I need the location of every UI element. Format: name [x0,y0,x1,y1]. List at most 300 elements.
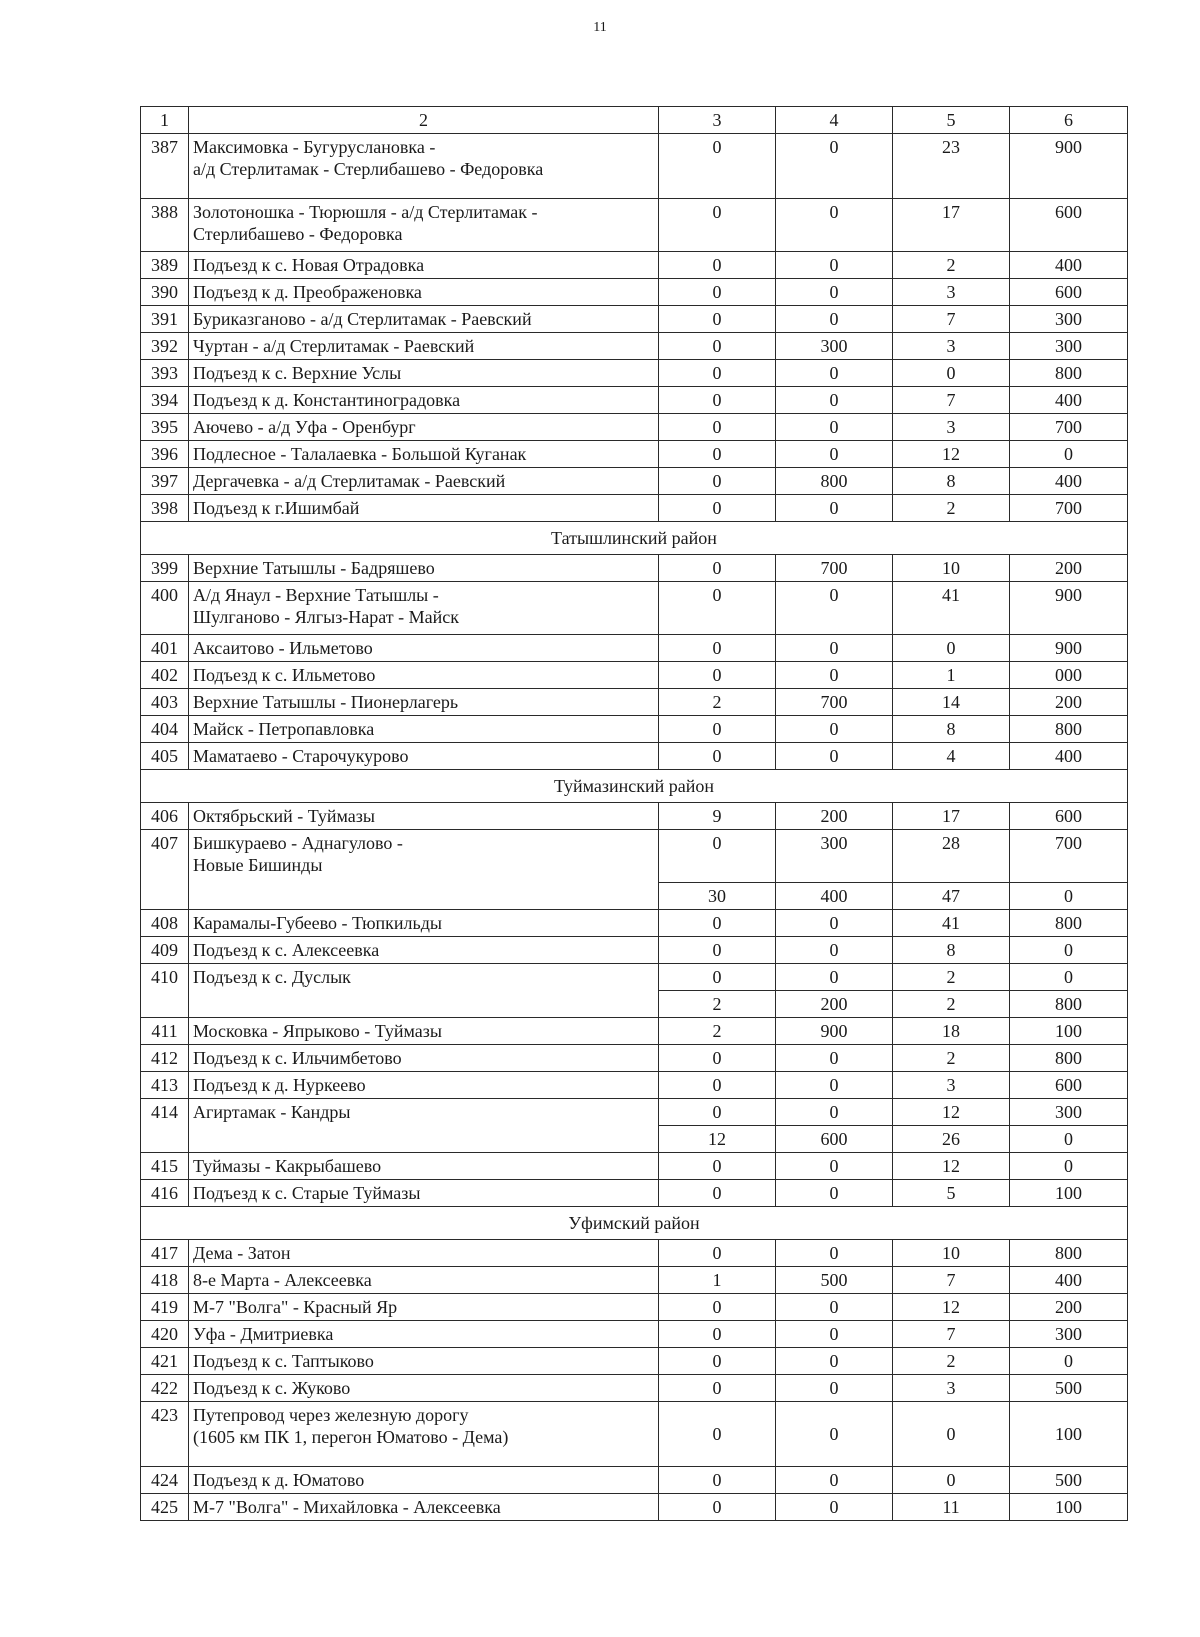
road-name-line: Стерлибашево - Федоровка [193,224,403,244]
table-row [141,830,1128,883]
value-cell: 2 [659,991,776,1018]
row-number: 416 [141,1180,189,1207]
table-row [141,1402,1128,1467]
road-name-line: М-7 "Волга" - Михайловка - Алексеевка [193,1497,501,1517]
road-name [189,635,659,662]
value-cell: 0 [1010,441,1128,468]
road-name-line: Максимовка - Бугуруслановка - [193,137,436,157]
value-cell: 0 [659,1348,776,1375]
table-row [141,582,1128,635]
value-cell: 12 [893,441,1010,468]
value-cell: 0 [659,414,776,441]
value-cell: 0 [776,134,893,199]
value-cell: 17 [893,199,1010,252]
roads-table-body [141,107,1128,1521]
value-cell: 0 [776,964,893,991]
value-cell: 2 [893,1348,1010,1375]
road-name [189,1180,659,1207]
value-cell: 500 [1010,1375,1128,1402]
road-name-line: Подъезд к с. Таптыково [193,1351,374,1371]
value-cell: 200 [1010,689,1128,716]
value-cell: 0 [659,910,776,937]
value-cell: 0 [1010,964,1128,991]
road-name [189,937,659,964]
value-cell: 800 [1010,910,1128,937]
value-cell: 0 [776,635,893,662]
road-name-line: Аксаитово - Ильметово [193,638,373,658]
road-name-line: Подъезд к г.Ишимбай [193,498,360,518]
value-cell: 0 [659,1467,776,1494]
value-cell: 0 [776,1348,893,1375]
value-cell: 100 [1010,1018,1128,1045]
road-name-line: Новые Бишинды [193,855,323,875]
road-name [189,716,659,743]
value-cell: 0 [1010,1126,1128,1153]
road-name [189,1072,659,1099]
road-name [189,1402,659,1467]
road-name [189,964,659,1018]
row-number: 394 [141,387,189,414]
table-row [141,1180,1128,1207]
row-number: 399 [141,555,189,582]
row-number: 397 [141,468,189,495]
table-row [141,495,1128,522]
value-cell: 800 [1010,1240,1128,1267]
table-row [141,134,1128,199]
table-row [141,964,1128,991]
value-cell: 0 [659,1153,776,1180]
table-row [141,1375,1128,1402]
value-cell: 12 [659,1126,776,1153]
row-number: 406 [141,803,189,830]
value-cell: 700 [1010,414,1128,441]
value-cell: 0 [659,279,776,306]
table-row [141,1494,1128,1521]
value-cell: 600 [1010,1072,1128,1099]
road-name [189,441,659,468]
road-name [189,1494,659,1521]
value-cell: 0 [659,964,776,991]
value-cell: 0 [776,1045,893,1072]
value-cell: 2 [893,495,1010,522]
value-cell: 900 [1010,582,1128,635]
table-row [141,662,1128,689]
value-cell: 800 [776,468,893,495]
table-row [141,635,1128,662]
value-cell: 0 [776,1153,893,1180]
road-name-line: Подъезд к д. Константиноградовка [193,390,461,410]
value-cell: 2 [893,252,1010,279]
table-row [141,1467,1128,1494]
road-name [189,1099,659,1153]
value-cell: 12 [893,1153,1010,1180]
value-cell: 400 [1010,743,1128,770]
value-cell: 3 [893,1375,1010,1402]
value-cell: 0 [659,743,776,770]
value-cell: 0 [659,1402,776,1467]
value-cell: 800 [1010,991,1128,1018]
road-name [189,1375,659,1402]
road-name-line: Подъезд к с. Верхние Услы [193,363,402,383]
value-cell: 0 [659,1240,776,1267]
value-cell: 41 [893,910,1010,937]
value-cell: 500 [1010,1467,1128,1494]
value-cell: 41 [893,582,1010,635]
table-row [141,306,1128,333]
road-name [189,387,659,414]
row-number: 410 [141,964,189,1018]
value-cell: 0 [776,1240,893,1267]
table-row [141,803,1128,830]
value-cell: 600 [1010,279,1128,306]
road-name-line: Майск - Петропавловка [193,719,375,739]
value-cell: 0 [659,199,776,252]
road-name [189,1467,659,1494]
road-name [189,1018,659,1045]
road-name [189,1348,659,1375]
district-section-row [141,770,1128,803]
district-title: Туймазинский район [141,770,1128,803]
road-name-line: Подъезд к д. Преображеновка [193,282,422,302]
value-cell: 11 [893,1494,1010,1521]
value-cell: 0 [659,1494,776,1521]
road-name-line: Подъезд к с. Жуково [193,1378,351,1398]
value-cell: 4 [893,743,1010,770]
road-name-line: Подлесное - Талалаевка - Большой Куганак [193,444,527,464]
value-cell: 100 [1010,1494,1128,1521]
value-cell: 0 [776,279,893,306]
header-cell: 1 [141,107,189,134]
value-cell: 0 [659,1375,776,1402]
value-cell: 900 [1010,134,1128,199]
table-row [141,414,1128,441]
value-cell: 0 [659,468,776,495]
value-cell: 0 [893,360,1010,387]
table-row [141,333,1128,360]
value-cell: 0 [659,635,776,662]
road-name [189,910,659,937]
value-cell: 0 [659,333,776,360]
row-number: 395 [141,414,189,441]
row-number: 415 [141,1153,189,1180]
table-row [141,716,1128,743]
road-name [189,689,659,716]
value-cell: 0 [659,1099,776,1126]
row-number: 400 [141,582,189,635]
road-name [189,1321,659,1348]
road-name-line: (1605 км ПК 1, перегон Юматово - Дема) [193,1427,509,1447]
value-cell: 0 [659,937,776,964]
value-cell: 900 [776,1018,893,1045]
value-cell: 900 [1010,635,1128,662]
value-cell: 200 [776,991,893,1018]
road-name [189,468,659,495]
road-name [189,306,659,333]
value-cell: 300 [1010,1099,1128,1126]
table-row [141,1072,1128,1099]
value-cell: 7 [893,1267,1010,1294]
value-cell: 0 [1010,937,1128,964]
value-cell: 10 [893,555,1010,582]
road-name-line: Подъезд к с. Дуслык [193,967,351,987]
road-name [189,1240,659,1267]
road-name-line: Карамалы-Губеево - Тюпкильды [193,913,442,933]
table-row [141,1348,1128,1375]
header-cell: 3 [659,107,776,134]
row-number: 389 [141,252,189,279]
road-name-line: Буриказганово - а/д Стерлитамак - Раевский [193,309,532,329]
road-name-line: Уфа - Дмитриевка [193,1324,334,1344]
value-cell: 0 [659,582,776,635]
value-cell: 2 [893,991,1010,1018]
road-name-line: Подъезд к с. Старые Туймазы [193,1183,421,1203]
row-number: 390 [141,279,189,306]
value-cell: 300 [776,333,893,360]
value-cell: 0 [776,1072,893,1099]
road-name [189,1267,659,1294]
value-cell: 3 [893,279,1010,306]
row-number: 422 [141,1375,189,1402]
table-row [141,910,1128,937]
road-name-line: М-7 "Волга" - Красный Яр [193,1297,398,1317]
table-row [141,360,1128,387]
row-number: 403 [141,689,189,716]
table-row [141,387,1128,414]
row-number: 420 [141,1321,189,1348]
table-row [141,1267,1128,1294]
page-number: 11 [593,20,607,35]
value-cell: 18 [893,1018,1010,1045]
value-cell: 1 [659,1267,776,1294]
road-name [189,1045,659,1072]
road-name-line: Подъезд к д. Юматово [193,1470,365,1490]
value-cell: 400 [1010,387,1128,414]
table-row [141,1045,1128,1072]
value-cell: 47 [893,883,1010,910]
road-name-line: Московка - Япрыково - Туймазы [193,1021,442,1041]
road-name [189,1294,659,1321]
row-number: 388 [141,199,189,252]
value-cell: 0 [776,387,893,414]
value-cell: 0 [776,306,893,333]
value-cell: 0 [776,495,893,522]
road-name-line: Золотоношка - Тюрюшля - а/д Стерлитамак - [193,202,538,222]
value-cell: 0 [659,441,776,468]
value-cell: 700 [1010,830,1128,883]
roads-table [140,106,1128,1521]
road-name [189,333,659,360]
value-cell: 0 [659,134,776,199]
value-cell: 23 [893,134,1010,199]
row-number: 414 [141,1099,189,1153]
value-cell: 8 [893,468,1010,495]
table-row [141,468,1128,495]
value-cell: 0 [776,360,893,387]
row-number: 391 [141,306,189,333]
road-name-line: Туймазы - Какрыбашево [193,1156,382,1176]
road-name-line: Аючево - а/д Уфа - Оренбург [193,417,416,437]
road-name [189,360,659,387]
value-cell: 12 [893,1099,1010,1126]
value-cell: 0 [659,1180,776,1207]
value-cell: 0 [659,1294,776,1321]
value-cell: 0 [659,716,776,743]
table-row [141,555,1128,582]
road-name-line: Путепровод через железную дорогу [193,1405,469,1425]
value-cell: 0 [776,716,893,743]
value-cell: 0 [1010,883,1128,910]
road-name-line: Бишкураево - Аднагулово - [193,833,403,853]
value-cell: 0 [659,555,776,582]
value-cell: 7 [893,1321,1010,1348]
table-row [141,1294,1128,1321]
road-name-line: Верхние Татышлы - Бадряшево [193,558,435,578]
value-cell: 600 [1010,803,1128,830]
value-cell: 2 [659,689,776,716]
road-name [189,803,659,830]
table-row [141,937,1128,964]
value-cell: 0 [659,1072,776,1099]
road-name-line: 8-е Марта - Алексеевка [193,1270,372,1290]
value-cell: 0 [1010,1348,1128,1375]
road-name-line: Подъезд к с. Новая Отрадовка [193,255,425,275]
value-cell: 400 [1010,468,1128,495]
value-cell: 0 [776,662,893,689]
table-row [141,1321,1128,1348]
value-cell: 0 [893,635,1010,662]
table-row [141,1240,1128,1267]
road-name-line: Шулганово - Ялгыз-Нарат - Майск [193,607,460,627]
table-row [141,1153,1128,1180]
road-name-line: Агиртамак - Кандры [193,1102,351,1122]
row-number: 398 [141,495,189,522]
value-cell: 0 [776,1494,893,1521]
value-cell: 000 [1010,662,1128,689]
value-cell: 800 [1010,716,1128,743]
road-name-line: Подъезд к с. Ильметово [193,665,376,685]
district-title: Уфимский район [141,1207,1128,1240]
table-row [141,1099,1128,1126]
road-name [189,134,659,199]
value-cell: 3 [893,333,1010,360]
road-name [189,830,659,910]
value-cell: 300 [1010,1321,1128,1348]
road-name-line: Дема - Затон [193,1243,291,1263]
road-name [189,199,659,252]
value-cell: 0 [893,1402,1010,1467]
value-cell: 700 [776,689,893,716]
row-number: 424 [141,1467,189,1494]
value-cell: 14 [893,689,1010,716]
row-number: 402 [141,662,189,689]
road-name-line: Подъезд к с. Алексеевка [193,940,380,960]
value-cell: 200 [776,803,893,830]
value-cell: 7 [893,306,1010,333]
road-name-line: Октябрьский - Туймазы [193,806,375,826]
row-number: 408 [141,910,189,937]
row-number: 413 [141,1072,189,1099]
value-cell: 200 [1010,555,1128,582]
value-cell: 0 [776,252,893,279]
row-number: 393 [141,360,189,387]
row-number: 417 [141,1240,189,1267]
value-cell: 30 [659,883,776,910]
value-cell: 0 [893,1467,1010,1494]
row-number: 425 [141,1494,189,1521]
value-cell: 28 [893,830,1010,883]
road-name [189,743,659,770]
row-number: 407 [141,830,189,910]
value-cell: 0 [659,830,776,883]
value-cell: 300 [1010,333,1128,360]
row-number: 411 [141,1018,189,1045]
row-number: 387 [141,134,189,199]
district-section-row [141,1207,1128,1240]
road-name-line: Подъезд к д. Нуркеево [193,1075,366,1095]
row-number: 412 [141,1045,189,1072]
value-cell: 0 [776,743,893,770]
value-cell: 400 [1010,252,1128,279]
value-cell: 400 [1010,1267,1128,1294]
district-section-row [141,522,1128,555]
value-cell: 9 [659,803,776,830]
value-cell: 0 [659,360,776,387]
value-cell: 0 [776,414,893,441]
row-number: 421 [141,1348,189,1375]
value-cell: 0 [659,306,776,333]
table-row [141,252,1128,279]
value-cell: 10 [893,1240,1010,1267]
value-cell: 0 [776,582,893,635]
value-cell: 0 [776,1294,893,1321]
value-cell: 700 [1010,495,1128,522]
value-cell: 3 [893,1072,1010,1099]
value-cell: 26 [893,1126,1010,1153]
row-number: 409 [141,937,189,964]
road-name-line: Маматаево - Старочукурово [193,746,409,766]
value-cell: 0 [659,495,776,522]
road-name-line: Верхние Татышлы - Пионерлагерь [193,692,459,712]
value-cell: 2 [893,964,1010,991]
value-cell: 12 [893,1294,1010,1321]
table-row [141,1018,1128,1045]
value-cell: 300 [776,830,893,883]
value-cell: 0 [659,662,776,689]
road-name-line: Дергачевка - а/д Стерлитамак - Раевский [193,471,506,491]
table-row [141,441,1128,468]
value-cell: 8 [893,937,1010,964]
row-number: 423 [141,1402,189,1467]
table-row [141,199,1128,252]
road-name [189,582,659,635]
road-name [189,495,659,522]
value-cell: 3 [893,414,1010,441]
road-name [189,279,659,306]
value-cell: 100 [1010,1180,1128,1207]
value-cell: 2 [659,1018,776,1045]
value-cell: 800 [1010,360,1128,387]
header-cell: 6 [1010,107,1128,134]
row-number: 404 [141,716,189,743]
road-name-line: Чуртан - а/д Стерлитамак - Раевский [193,336,475,356]
road-name-line: А/д Янаул - Верхние Татышлы - [193,585,439,605]
value-cell: 0 [776,1099,893,1126]
road-name [189,252,659,279]
row-number: 418 [141,1267,189,1294]
row-number: 392 [141,333,189,360]
value-cell: 100 [1010,1402,1128,1467]
value-cell: 500 [776,1267,893,1294]
